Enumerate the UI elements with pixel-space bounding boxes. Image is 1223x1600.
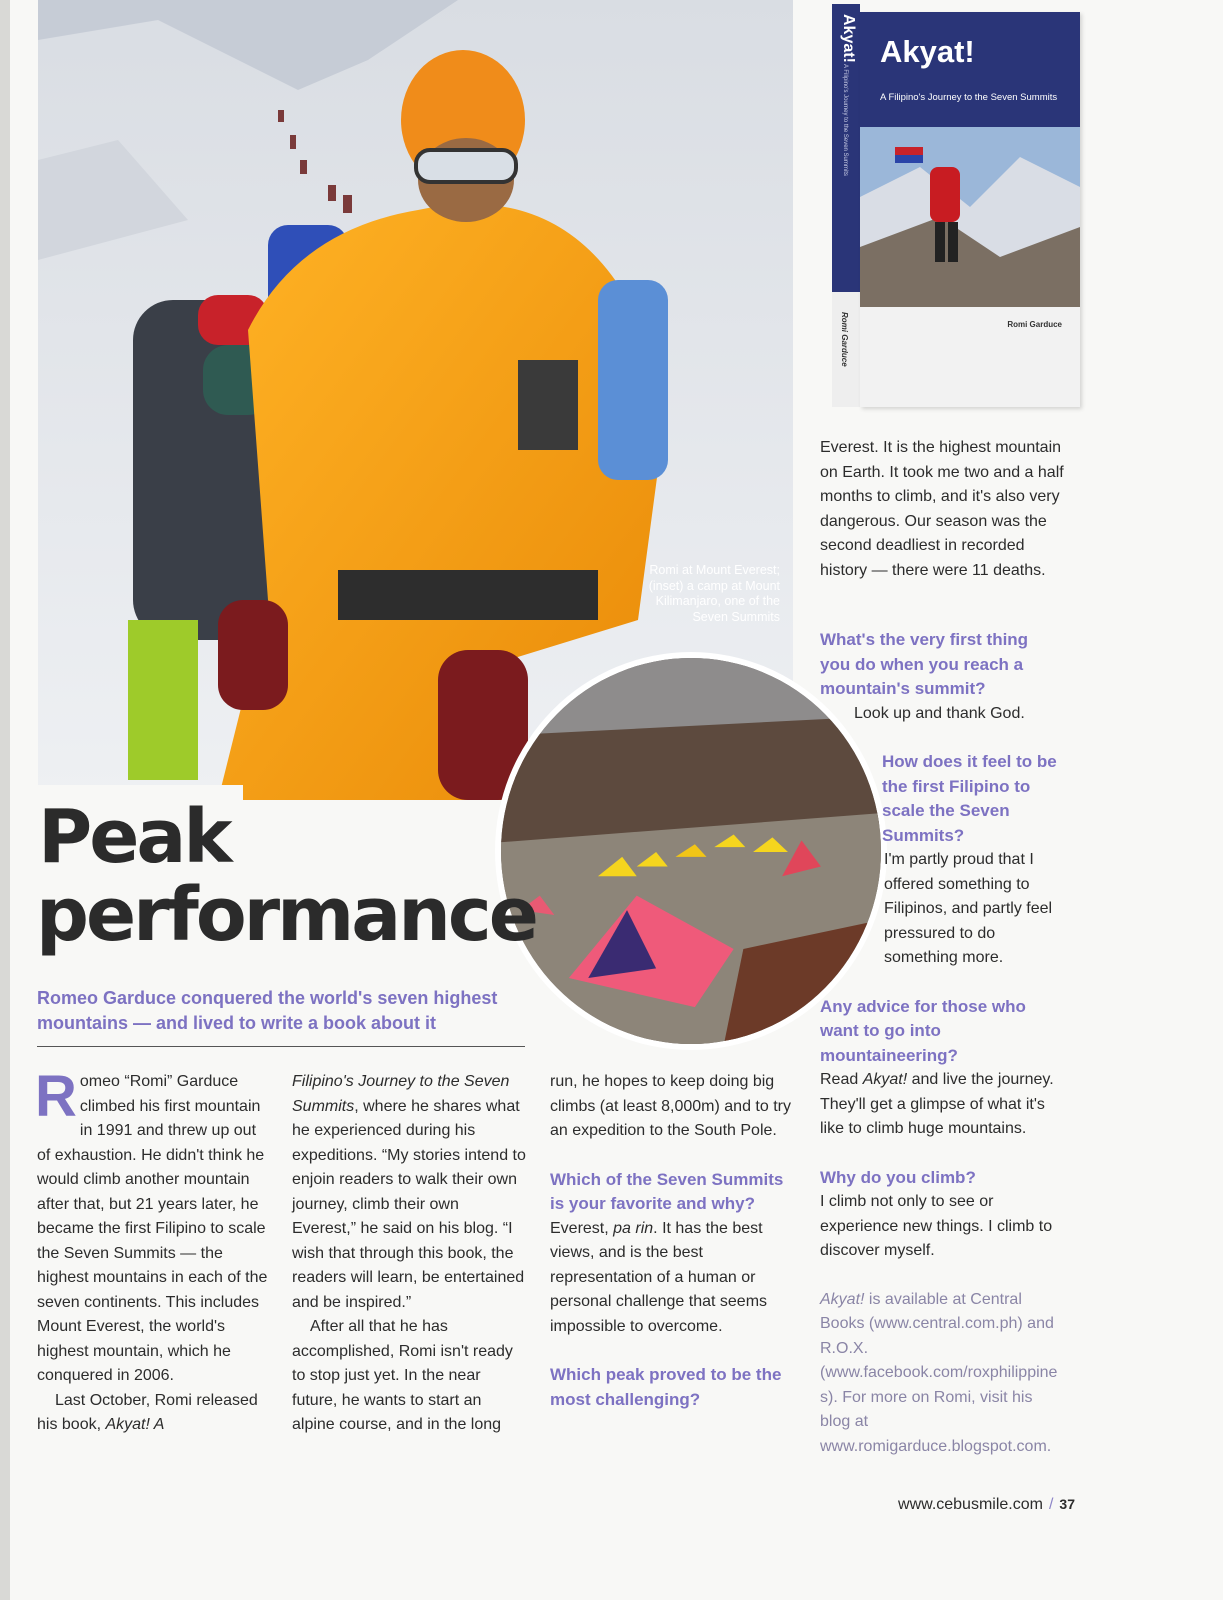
- answer-why-climb: I climb not only to see or experience new things. I climb to discover myself.: [820, 1193, 1053, 1259]
- article-column-1: [35, 1064, 269, 1438]
- spine-author: Romi Garduce: [840, 312, 849, 367]
- book-author: Romi Garduce: [1007, 320, 1062, 329]
- question-favorite-summit: Which of the Seven Summits is your favorite and why?: [550, 1169, 784, 1213]
- paragraph-future-plans: After all that he has accomplished, Romi isn't ready to stop just yet. In the near future, he wants to start an alpine course, and in the long: [292, 1318, 513, 1433]
- book-title-italic: Filipino's Journey to the Seven Summits: [292, 1073, 510, 1115]
- note-text: is available at Central Books (www.central.com.ph) and R.O.X. (www.facebook.com/roxphilippines). For more on Romi, visit his blog at www.romigarduce.blogspot.com.: [820, 1290, 1058, 1455]
- spine-subtitle: A Filipino's Journey to the Seven Summits: [842, 64, 848, 176]
- photo-caption: Romi at Mount Everest; (inset) a camp at Mount Kilimanjaro, one of the Seven Summits: [648, 563, 780, 624]
- article-column-2: [292, 1070, 526, 1438]
- page-gutter: [0, 0, 10, 1600]
- answer-text: . It has the best views, and is the best representation of a human or personal challenge that seems impossible to overcome.: [550, 1219, 768, 1335]
- standfirst: Romeo Garduce conquered the world's seven highest mountains — and lived to write a book about it: [37, 988, 498, 1033]
- answer-favorite-summit: [550, 1217, 800, 1340]
- paragraph-continued: run, he hopes to keep doing big climbs (at least 8,000m) and to try an expedition to the South Pole.: [550, 1073, 791, 1139]
- intro-text: omeo “Romi” Garduce climbed his first mountain in 1991 and threw up out of exhaustion. He didn't think he would climb another mountain after that, but 21 years later, he became the first Filipino to scale the Seven Summits — the highest mountains in each of the seven continents. This includes Mount Everest, the world's highest mountain, which he conquered in 2006.: [37, 1073, 268, 1384]
- divider-rule: [37, 1046, 525, 1047]
- footer-url: www.cebusmile.com: [898, 1496, 1043, 1513]
- article-column-3: [550, 1070, 800, 1412]
- answer-advice: [820, 1068, 1070, 1142]
- article-column-4-top: [820, 436, 1075, 583]
- book-title-italic: Akyat! A: [105, 1416, 165, 1433]
- answer-text: Everest,: [550, 1219, 614, 1237]
- footer-slash: /: [1048, 1496, 1054, 1513]
- book-cover-photo-art: [860, 127, 1080, 307]
- paragraph-book-quote: [292, 1070, 526, 1315]
- headline-line-2: performance: [36, 872, 536, 958]
- question-why-climb: Why do you climb?: [820, 1167, 976, 1187]
- answer-italic: pa rin: [613, 1219, 654, 1237]
- intro-paragraph: [35, 1064, 269, 1389]
- book-cover-photo: [860, 127, 1080, 307]
- book-subtitle: A Filipino's Journey to the Seven Summits: [880, 92, 1058, 103]
- availability-note: [820, 1288, 1060, 1460]
- question-advice: Any advice for those who want to go into mountaineering?: [820, 996, 1026, 1065]
- answer-first-thing: Look up and thank God.: [854, 704, 1025, 722]
- paragraph-book-release: [37, 1389, 269, 1438]
- headline-line-1: Peak: [38, 794, 230, 880]
- answer-italic: Akyat!: [862, 1071, 908, 1088]
- page-footer: [898, 1496, 1075, 1514]
- book-face: [860, 12, 1080, 407]
- qa-column-right: [820, 628, 1080, 1459]
- spine-title: Akyat!: [840, 14, 857, 63]
- paragraph-text: , where he shares what he experienced during his expeditions. “My stories intend to enjoin readers to walk their own journey, climb their own Everest,” he said on his blog. “I wish that through this book, the readers will learn, be entertained and be inspired.”: [292, 1097, 526, 1311]
- book-cover-band: [860, 12, 1080, 127]
- book-cover: [832, 4, 1080, 409]
- answer-challenging-peak: Everest. It is the highest mountain on Earth. It took me two and a half months to climb, and it's also very dangerous. Our season was the second deadliest in recorded history — there were 11 deaths.: [820, 439, 1064, 579]
- book-title: Akyat!: [880, 34, 975, 69]
- note-italic: Akyat!: [820, 1290, 865, 1308]
- question-first-thing: What's the very first thing you do when you reach a mountain's summit?: [820, 630, 1029, 698]
- page-number: 37: [1059, 1496, 1075, 1512]
- question-challenging-peak: Which peak proved to be the most challenging?: [550, 1365, 782, 1409]
- answer-text: and live the journey. They'll get a glimpse of what it's like to climb huge mountains.: [820, 1071, 1054, 1137]
- question-first-filipino: How does it feel to be the first Filipino to scale the Seven Summits?: [882, 752, 1057, 845]
- book-spine-lower: [832, 292, 860, 407]
- drop-cap: R: [35, 1064, 77, 1129]
- answer-first-filipino: I'm partly proud that I offered something to Filipinos, and partly feel pressured to do something more.: [884, 851, 1053, 966]
- answer-text: Read: [820, 1071, 863, 1088]
- paragraph-text: Last October, Romi released his book,: [37, 1391, 258, 1433]
